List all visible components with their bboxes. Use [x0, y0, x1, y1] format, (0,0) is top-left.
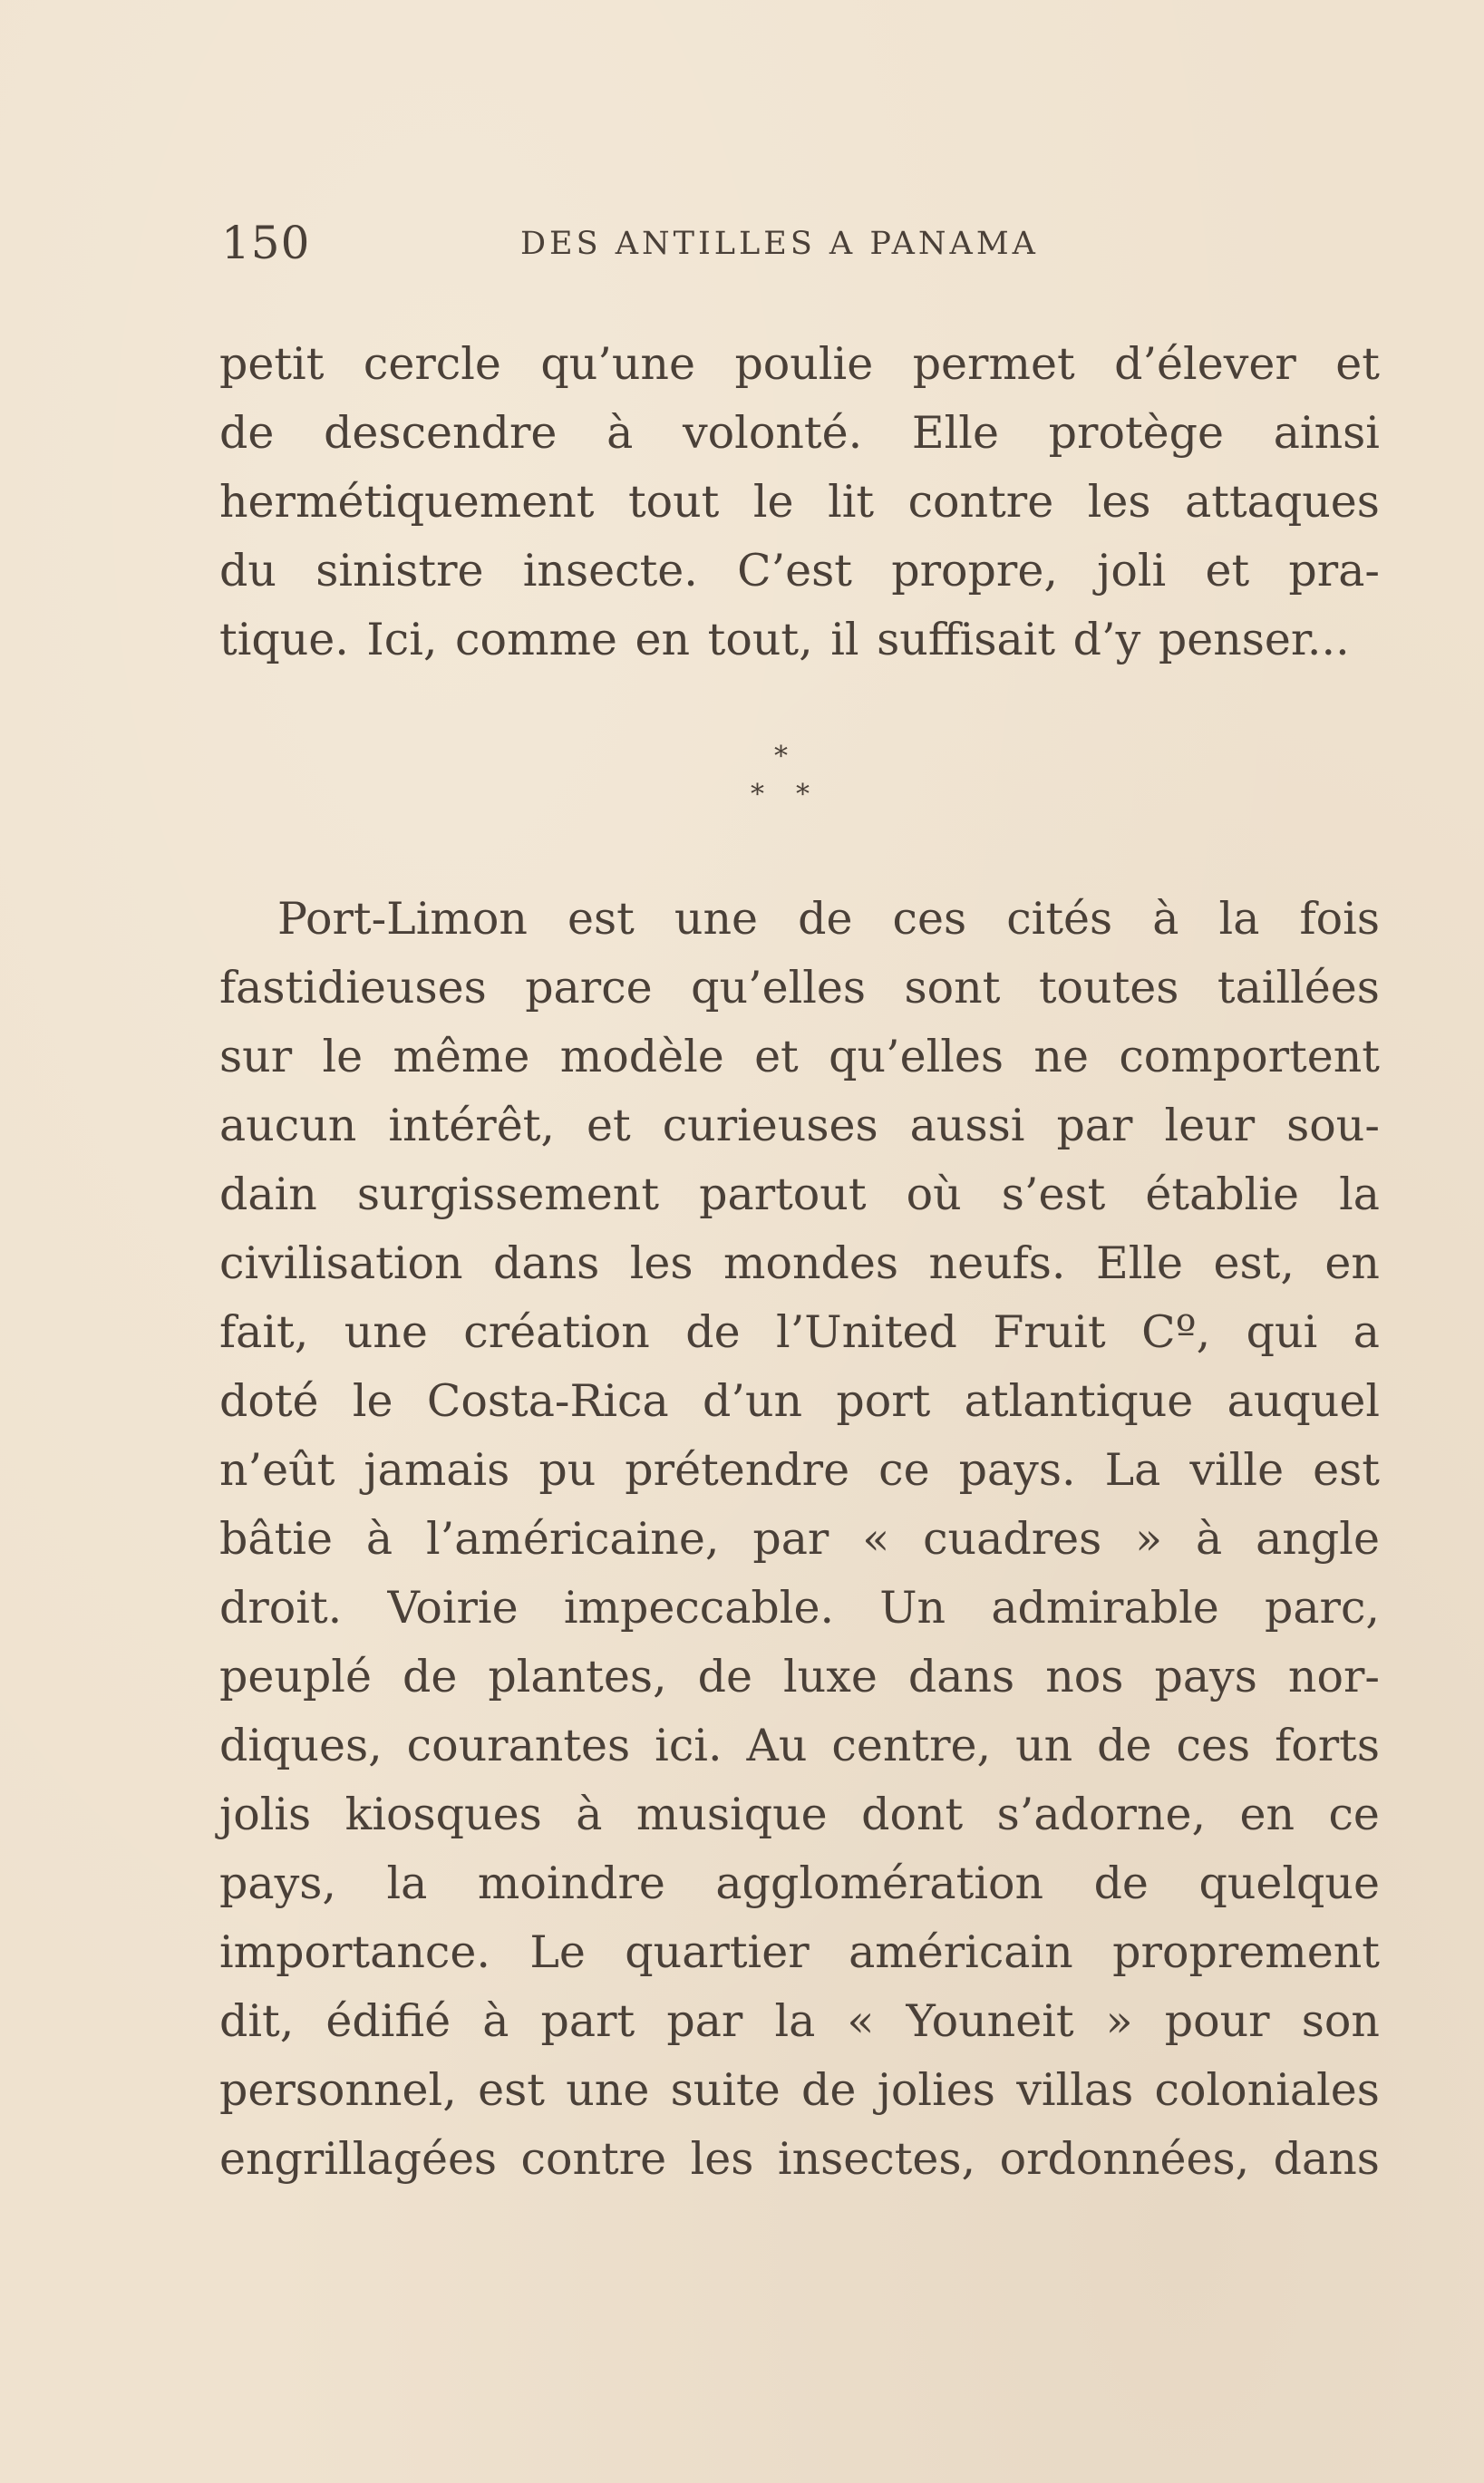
text-line: hermétiquement tout le lit contre les attaques [219, 476, 1380, 528]
section-separator [743, 743, 834, 825]
text-line: doté le Costa-Rica d’un port atlantique auquel [219, 1375, 1380, 1427]
text-line: Port-Limon est une de ces cités à la fois [277, 893, 1380, 945]
text-line: fait, une création de l’United Fruit Cº, qui a [219, 1306, 1380, 1358]
text-line: aucun intérêt, et curieuses aussi par leur sou- [219, 1100, 1380, 1151]
running-title: DES ANTILLES A PANAMA [520, 226, 1039, 262]
text-line: importance. Le quartier américain proprement [219, 1926, 1380, 1978]
text-line: petit cercle qu’une poulie permet d’élever et [219, 338, 1380, 390]
paragraph-2 [219, 885, 1380, 2194]
asterisk-icon: * [774, 741, 788, 772]
page-header [221, 216, 1382, 270]
page-number: 150 [221, 217, 311, 269]
text-line: de descendre à volonté. Elle protège ainsi [219, 407, 1380, 459]
text-line: bâtie à l’américaine, par « cuadres » à angle [219, 1513, 1380, 1565]
text-line: diques, courantes ici. Au centre, un de ces forts [219, 1720, 1380, 1771]
text-line: civilisation dans les mondes neufs. Elle est, en [219, 1237, 1380, 1289]
paragraph-1 [219, 330, 1380, 674]
text-line: n’eût jamais pu prétendre ce pays. La ville est [219, 1444, 1380, 1496]
text-line: personnel, est une suite de jolies villas coloniales [219, 2064, 1380, 2116]
text-line: jolis kiosques à musique dont s’adorne, en ce [219, 1789, 1380, 1840]
text-line: dit, édifié à part par la « Youneit » pour son [219, 1995, 1380, 2047]
asterisk-icon: * [751, 779, 764, 810]
text-line: droit. Voirie impeccable. Un admirable parc, [219, 1582, 1380, 1634]
text-line: du sinistre insecte. C’est propre, joli et pra- [219, 545, 1380, 597]
text-line: tique. Ici, comme en tout, il suffisait d’y penser... [219, 614, 1350, 665]
text-line: engrillagées contre les insectes, ordonnées, dans [219, 2133, 1380, 2185]
asterisk-icon: * [796, 779, 810, 810]
text-line: peuplé de plantes, de luxe dans nos pays nor- [219, 1651, 1380, 1702]
text-line: fastidieuses parce qu’elles sont toutes taillées [219, 962, 1380, 1014]
text-line: pays, la moindre agglomération de quelque [219, 1857, 1380, 1909]
text-line: sur le même modèle et qu’elles ne comportent [219, 1031, 1380, 1082]
text-line: dain surgissement partout où s’est établie la [219, 1169, 1380, 1220]
